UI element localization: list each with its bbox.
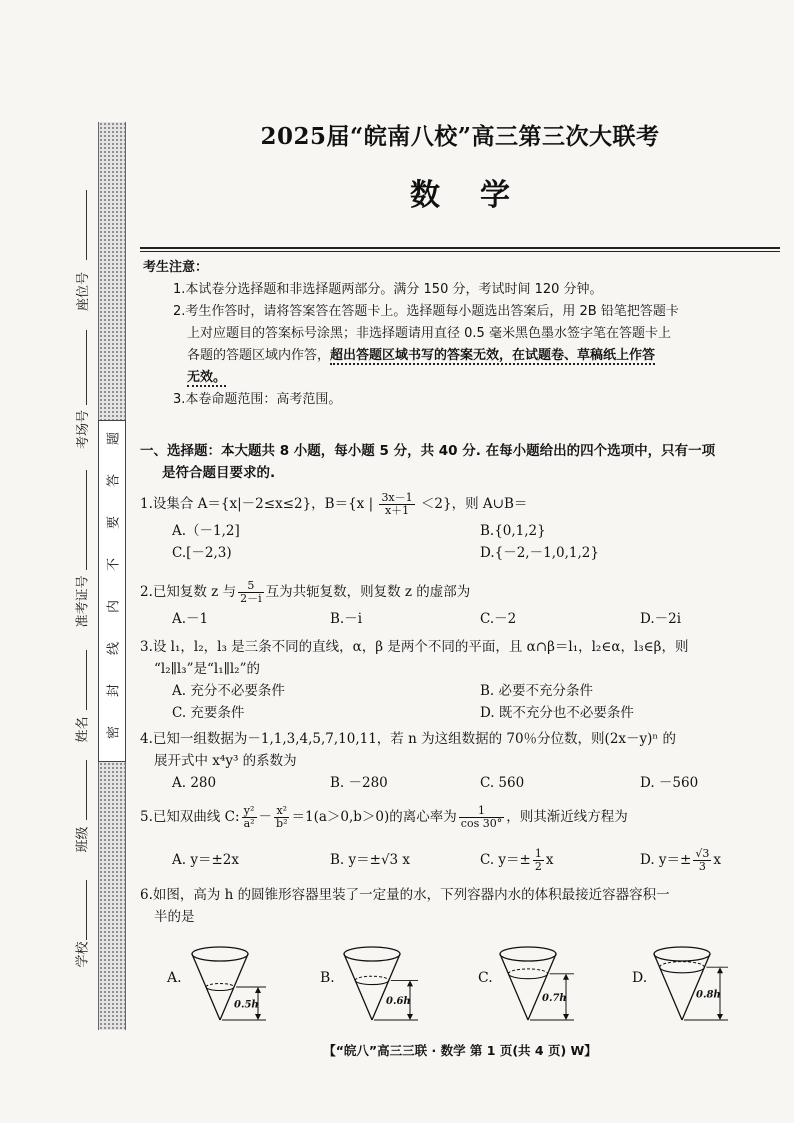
q2-stem-a: 2.已知复数 z 与 (140, 584, 237, 600)
q2-frac-num: 5 (238, 580, 264, 593)
q5-c-den: 2 (534, 860, 542, 873)
water-surface-back (355, 976, 389, 980)
question-2 (140, 576, 780, 630)
question-6 (140, 884, 780, 928)
q6-line2: 半的是 (154, 909, 195, 925)
water-surface-front (508, 974, 547, 979)
notice-section (143, 257, 783, 411)
q6-option-a-label: A. (167, 970, 182, 986)
q5-stem (140, 800, 780, 834)
cone-rim (500, 947, 556, 961)
water-surface-back (206, 984, 234, 988)
question-4 (140, 728, 780, 794)
notice-item-3: 3.本卷命题范围：高考范围。 (173, 392, 342, 407)
q1-option-c: C.[－2,3) (172, 545, 232, 561)
q3-option-d: D. 既不充分也不必要条件 (480, 705, 634, 721)
height-arrow-down (255, 1014, 261, 1020)
q3-line1: 3.设 l₁，l₂，l₃ 是三条不同的直线，α，β 是两个不同的平面，且 α∩β＝l₁，l₂∈α，l₃∈β，则 (140, 639, 689, 655)
q4-option-a: A. 280 (172, 775, 217, 791)
q5-d-num: √3 (695, 847, 710, 860)
q5-f2-num: x² (274, 805, 289, 818)
seal-char: 题 (106, 432, 122, 446)
room-label: 考场号 (76, 409, 92, 450)
q2-stem-b: 互为共轭复数，则复数 z 的虚部为 (265, 584, 471, 600)
height-arrow-up (255, 987, 261, 993)
seal-char: 内 (106, 600, 122, 614)
seal-char: 答 (106, 474, 122, 488)
notice-item-1: 1.本试卷分选择题和非选择题两部分。满分 150 分，考试时间 120 分钟。 (173, 282, 603, 297)
q3-line2: “l₂∥l₃”是“l₁∥l₂”的 (154, 661, 260, 677)
cone-rim (192, 947, 248, 961)
name-label: 姓名 (75, 716, 91, 743)
q1-stem-b: ＜2}，则 A∪B＝ (416, 496, 528, 512)
q5-d-prefix: D. y＝± (640, 852, 692, 868)
q4-line2: 展开式中 x⁴y³ 的系数为 (154, 753, 297, 769)
cone-side-right (682, 954, 710, 1020)
q5-options (140, 840, 780, 880)
question-3 (140, 636, 780, 724)
name-line (86, 650, 87, 710)
q5-frac-2 (274, 805, 289, 830)
cone-rim (344, 947, 400, 961)
height-label: 0.6h (386, 996, 411, 1008)
height-arrow-up (407, 980, 413, 986)
notice-emphasis-end: 无效。 (187, 370, 227, 385)
header-rule-thin (140, 251, 780, 252)
q5-stem-a: 5.已知双曲线 C: (140, 809, 240, 825)
q3-options-row2 (140, 702, 780, 724)
q6-option-c-label: C. (478, 970, 493, 986)
seat-line (86, 190, 87, 260)
cone-side-left (654, 954, 682, 1020)
q1-option-d: D.{－2,－1,0,1,2} (480, 545, 599, 561)
cone-figure-a (188, 944, 283, 1026)
seal-char: 封 (106, 684, 122, 698)
question-1 (140, 488, 780, 564)
notice-item-2-line1: 2.考生作答时，请将答案答在答题卡上。选择题每小题选出答案后，用 2B 铅笔把答题卡 (173, 304, 679, 319)
q5-d-den: 3 (698, 860, 706, 873)
q5-f2-den: b² (276, 817, 288, 830)
school-label: 学校 (75, 941, 91, 968)
exam-title: 2025届“皖南八校”高三第三次大联考 (260, 123, 660, 150)
seal-char: 不 (106, 558, 122, 572)
q5-d-suffix: x (713, 852, 722, 868)
height-label: 0.8h (696, 989, 721, 1001)
q5-f3-den: cos 30° (460, 817, 503, 830)
q6-option-b-label: B. (320, 970, 335, 986)
q5-frac-3 (459, 805, 504, 830)
height-label: 0.5h (234, 999, 259, 1011)
class-line (86, 760, 87, 820)
seal-line-box (98, 420, 126, 762)
q6-line1: 6.如图，高为 h 的圆锥形容器里装了一定量的水，下列容器内水的体积最接近容器容积一 (140, 887, 670, 903)
q2-option-b: B.－i (330, 611, 363, 627)
cone-side-right (528, 954, 556, 1020)
q4-option-c: C. 560 (480, 775, 525, 791)
q4-option-b: B. －280 (330, 775, 388, 791)
q5-stem-b: ＝1(a＞0,b＞0)的离心率为 (291, 809, 457, 825)
q5-frac-1 (242, 805, 257, 830)
cone-rim (654, 947, 710, 961)
q1-frac-num: 3x－1 (381, 491, 413, 504)
notice-text: 各题的答题区域内作答， (187, 348, 331, 363)
water-surface-front (206, 987, 234, 991)
q2-option-c: C.－2 (480, 611, 517, 627)
section-1-line2: 是符合题目要求的. (162, 465, 276, 481)
page-footer: 【“皖八”高三三联 · 数学 第 1 页(共 4 页) W】 (323, 1043, 597, 1058)
q3-option-a: A. 充分不必要条件 (172, 683, 285, 699)
q3-options-row1 (140, 680, 780, 702)
q2-option-a: A.－1 (172, 611, 209, 627)
cone-figure-c (496, 944, 591, 1026)
section-1-line1: 一、选择题：本大题共 8 小题，每小题 5 分，共 40 分. 在每小题给出的四个选项中，只有一项 (140, 443, 716, 459)
class-label: 班级 (75, 826, 91, 853)
seal-char: 要 (106, 516, 122, 530)
notice-item-2-line2: 上对应题目的答案标号涂黑；非选择题请用直径 0.5 毫米黑色墨水签字笔在答题卡上 (187, 326, 671, 341)
q5-minus: － (258, 809, 273, 825)
q2-frac-den: 2－i (240, 592, 262, 605)
notice-item-2-line3 (143, 345, 783, 367)
room-line (86, 330, 87, 405)
ticket-line (86, 470, 87, 570)
q6-option-d-label: D. (632, 970, 648, 986)
q5-stem-c: ，则其渐近线方程为 (506, 809, 628, 825)
q4-line1: 4.已知一组数据为－1,1,3,4,5,7,10,11，若 n 为这组数据的 70％分位数，则(2x－y)ⁿ 的 (140, 731, 677, 747)
q1-option-a: A.（－1,2] (172, 523, 240, 539)
notice-item-2-line4 (143, 367, 783, 389)
q1-options-row1 (140, 520, 780, 542)
q3-option-c: C. 充要条件 (172, 705, 245, 721)
q5-d-frac (693, 848, 711, 873)
q4-option-d: D. －560 (640, 775, 699, 791)
q5-c-suffix: x (545, 852, 554, 868)
q5-c-num: 1 (534, 847, 542, 860)
section-1-heading (140, 440, 780, 484)
height-arrow-down (717, 1014, 723, 1020)
q5-option-c (480, 840, 554, 880)
seal-char: 线 (106, 642, 122, 656)
header-rule (140, 247, 780, 249)
q5-f1-den: a² (243, 817, 255, 830)
cone-side-left (500, 954, 528, 1020)
ticket-label: 准考证号 (75, 575, 91, 628)
height-arrow-up (563, 974, 569, 980)
q1-option-b: B.{0,1,2} (480, 523, 546, 539)
cone-figure-b (340, 944, 435, 1026)
cone-side-right (372, 954, 400, 1020)
q5-option-b: B. y＝±√3 x (330, 852, 411, 868)
q1-fraction (379, 492, 414, 517)
water-surface-front (660, 967, 705, 973)
seat-label: 座位号 (76, 271, 92, 312)
question-5 (140, 800, 780, 880)
water-surface-front (355, 980, 389, 984)
q2-fraction (238, 580, 264, 605)
exam-subject: 数学 (410, 178, 550, 213)
q5-f1-num: y² (242, 805, 257, 818)
q2-option-d: D.－2i (640, 611, 682, 627)
q1-stem (140, 488, 780, 520)
q2-options (140, 608, 780, 630)
q1-options-row2 (140, 542, 780, 564)
q5-option-d (640, 840, 721, 880)
height-arrow-down (407, 1014, 413, 1020)
cone-figure-d (650, 944, 745, 1026)
q1-frac-den: x＋1 (384, 504, 410, 517)
q5-option-a: A. y＝±2x (172, 852, 239, 868)
q1-stem-a: 1.设集合 A＝{x|－2≤x≤2}，B＝{x | (140, 496, 378, 512)
cone-side-left (344, 954, 372, 1020)
q4-options (140, 772, 780, 794)
height-label: 0.7h (542, 992, 567, 1004)
q5-c-frac (533, 848, 544, 873)
school-line (86, 880, 87, 940)
q5-f3-num: 1 (459, 805, 504, 818)
seal-char: 密 (106, 726, 122, 740)
height-arrow-down (563, 1014, 569, 1020)
water-surface-back (508, 969, 547, 974)
height-arrow-up (717, 967, 723, 973)
q2-stem (140, 576, 780, 608)
water-surface-back (660, 962, 705, 968)
q5-c-prefix: C. y＝± (480, 852, 531, 868)
notice-heading: 考生注意： (143, 260, 209, 275)
notice-emphasis: 超出答题区域书写的答案无效，在试题卷、草稿纸上作答 (330, 348, 656, 363)
q3-option-b: B. 必要不充分条件 (480, 683, 594, 699)
